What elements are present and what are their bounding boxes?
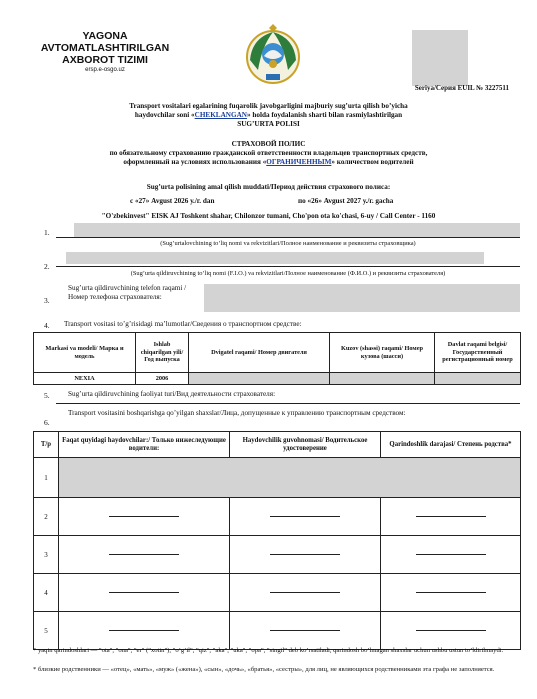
driver-license-blank (230, 612, 381, 650)
driver-row (34, 612, 521, 650)
driver-row-index: 4 (34, 574, 59, 612)
driver-row-index: 2 (34, 498, 59, 536)
vehicle-header-row (34, 333, 521, 373)
field-3-number: 3. (44, 296, 50, 305)
driver-license-blank (230, 498, 381, 536)
field-5-number: 5. (44, 391, 50, 400)
driver-name-blank (59, 574, 230, 612)
driver-row-index: 3 (34, 536, 59, 574)
driver-row-index: 5 (34, 612, 59, 650)
driver-row-index: 1 (34, 458, 59, 498)
title-uz (20, 102, 517, 129)
policyholder-redacted (66, 252, 484, 264)
field-2-line (56, 266, 520, 267)
drivers-label: Transport vositasini boshqarishga qo’yilgan shaxslar/Лица, допущенные к управлению транспортным средством: (68, 409, 406, 417)
site-url: ersp.e-osgo.uz (85, 67, 125, 73)
driver-row (34, 574, 521, 612)
org-line-3: AXBOROT TIZIMI (62, 54, 148, 66)
plate-number-redacted (435, 373, 521, 385)
drivers-col-name: Faqat quyidagi haydovchilar:/ Только нижеследующие водители: (59, 432, 230, 458)
vehicle-col-body: Kuzov (shassi) raqami/ Номер кузова (шасси) (330, 333, 435, 373)
title-uz-line-1: Transport vositalari egalarining fuqarolik javobgarligini majburiy sug’urta qilish bo’yicha (129, 102, 408, 110)
driver-row (34, 536, 521, 574)
body-number-redacted (330, 373, 435, 385)
vehicle-model-value: NEXIA (34, 373, 136, 385)
driver-row (34, 498, 521, 536)
period-to: по «26» Avgust 2027 у./г. gacha (298, 197, 394, 205)
activity-label: Sug’urta qildiruvchining faoliyat turi/Вид деятельности страхователя: (68, 390, 276, 398)
title-ru-line-1: СТРАХОВОЙ ПОЛИС (231, 140, 306, 148)
driver-name-blank (59, 612, 230, 650)
policy-serial: Seriya/Серия EUIL № 3227511 (414, 84, 509, 92)
field-1-number: 1. (44, 228, 50, 237)
phone-label: Sug’urta qildiruvchining telefon raqami /Номер телефона страхователя: (68, 284, 187, 301)
insurer-line: "O'zbekinvest" EISK AJ Toshkent shahar, Chilonzor tumani, Cho'pon ota ko'chasi, 6-uy / Call Center - 1160 (101, 212, 436, 220)
vehicle-data-row (34, 373, 521, 385)
vehicle-col-engine: Dvigatel raqami/ Номер двигателя (189, 333, 330, 373)
org-line-2: AVTOMATLASHTIRILGAN (40, 42, 170, 54)
driver-relation-blank (381, 536, 521, 574)
restricted-link[interactable]: CHEKLANGAN (194, 111, 247, 119)
driver-license-blank (230, 536, 381, 574)
vehicle-col-plate: Davlat raqami belgisi/ Государственный регистрационный номер (435, 333, 521, 373)
driver-license-blank (230, 574, 381, 612)
vehicle-col-year: Ishlab chiqarilgan yili/ Год выпуска (136, 333, 189, 373)
title-ru-line-2: по обязательному страхованию гражданской ответственности владельцев транспортных средств, (109, 149, 428, 157)
limited-link[interactable]: ОГРАНИЧЕННЫМ (266, 158, 332, 166)
drivers-header-row (34, 432, 521, 458)
footnote-uz: * yaqin qarindoshlari — "ota", "ona", "er" ("xotin"), "o’g’il", "qiz", "aka", "uka", "opa", "singil" deb ko’rsatiladi, qarindosh bo’lmagan shaxslar uchun ushbu ustun to’ldirilmaydi. (33, 647, 504, 654)
vehicle-year-value: 2006 (136, 373, 189, 385)
vehicle-label: Transport vositasi to’g’risidagi ma’lumotlar/Сведения о транспортном средстве: (64, 320, 302, 328)
state-emblem-icon (242, 24, 304, 86)
driver-relation-blank (381, 574, 521, 612)
driver-name-blank (59, 498, 230, 536)
driver-relation-blank (381, 612, 521, 650)
field-4-number: 4. (44, 321, 50, 330)
field-1-line (56, 237, 520, 238)
drivers-col-license: Haydovchilik guvohnomasi/ Водительское удостоверение (230, 432, 381, 458)
insurer-details-redacted (74, 223, 520, 237)
driver-relation-blank (381, 498, 521, 536)
period-from: с «27» Avgust 2026 у./г. dan (130, 197, 215, 205)
driver-1-redacted (59, 458, 521, 498)
vehicle-table (33, 332, 521, 385)
vehicle-col-model: Markasi va modeli/ Марка и модель (34, 333, 136, 373)
drivers-col-index: T/p (34, 432, 59, 458)
field-2-caption: (Sug’urta qildiruvchining to’liq nomi (F.I.O.) va rekvizitlari/Полное наименование (Ф.И.О.) и реквизиты страхователя) (130, 270, 446, 277)
drivers-col-relation: Qarindoshlik darajasi/ Степень родства* (381, 432, 521, 458)
org-line-1: YAGONA (82, 30, 128, 42)
period-label: Sug’urta polisining amal qilish muddati/Период действия страхового полиса: (146, 183, 391, 191)
qr-code-redacted (412, 30, 468, 86)
footnote-ru: * близкие родственники — «отец», «мать», «муж» («жена»), «сын», «дочь», «братья», «сестры», для лиц, не являющихся родственниками эта графа не заполняется. (33, 666, 495, 673)
driver-name-blank (59, 536, 230, 574)
title-ru (20, 140, 517, 167)
title-ru-line-3: оформленный на условиях использования «ОГРАНИЧЕННЫМ» количеством водителей (123, 158, 414, 166)
phone-redacted (204, 284, 520, 312)
driver-row (34, 458, 521, 498)
title-uz-line-2: haydovchilar soni «CHEKLANGAN» holda foydalanish sharti bilan rasmiylashtirilgan (134, 111, 403, 119)
activity-line (56, 403, 520, 404)
field-1-caption: (Sug’urtalovchining to’liq nomi va rekvizitlari/Полное наименование и реквизиты страховщика) (160, 240, 416, 247)
system-header (25, 30, 185, 73)
title-uz-line-3: SUG’URTA POLISI (237, 120, 300, 128)
engine-number-redacted (189, 373, 330, 385)
field-6-number: 6. (44, 418, 50, 427)
drivers-table (33, 431, 521, 650)
field-2-number: 2. (44, 262, 50, 271)
